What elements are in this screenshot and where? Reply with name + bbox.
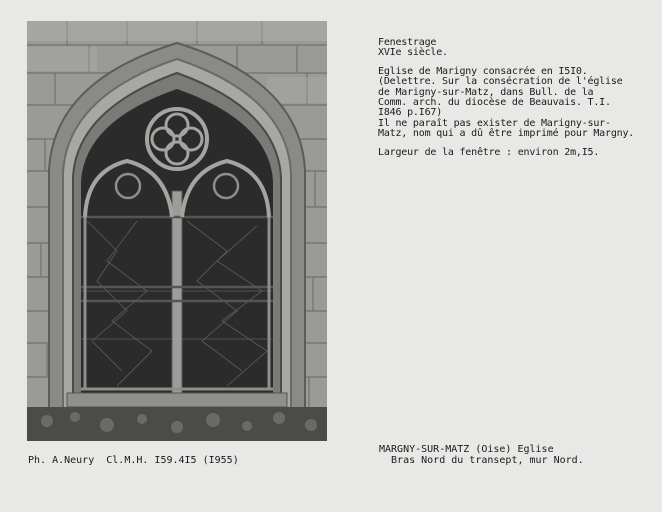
- note-line: Comm. arch. du diocèse de Beauvais. T.I.: [378, 97, 611, 109]
- object-type: Fenestrage: [378, 37, 437, 48]
- note-line: Matz, nom qui a dû être imprimé pour Margny.: [378, 128, 635, 140]
- window-photograph: [27, 21, 327, 441]
- note-line: Il ne paraît pas exister de Marigny-sur-: [378, 117, 611, 129]
- window-width-note: Largeur de la fenêtre : environ 2m,I5.: [378, 146, 600, 158]
- location-caption: [379, 444, 584, 466]
- note-line: Eglise de Marigny consacrée en I5I0.: [378, 65, 588, 77]
- note-line: I846 p.I67): [378, 107, 443, 119]
- description-notes: [378, 38, 658, 158]
- location-place: MARGNY-SUR-MATZ (Oise) Eglise: [379, 444, 554, 455]
- century: XVIe siècle.: [378, 47, 448, 59]
- photo-credit: Ph. A.Neury Cl.M.H. I59.4I5 (I955): [28, 455, 239, 466]
- note-line: de Marigny-sur-Matz, dans Bull. de la: [378, 86, 594, 98]
- location-detail: Bras Nord du transept, mur Nord.: [379, 455, 584, 466]
- note-line: (Delettre. Sur la consécration de l'église: [378, 76, 623, 88]
